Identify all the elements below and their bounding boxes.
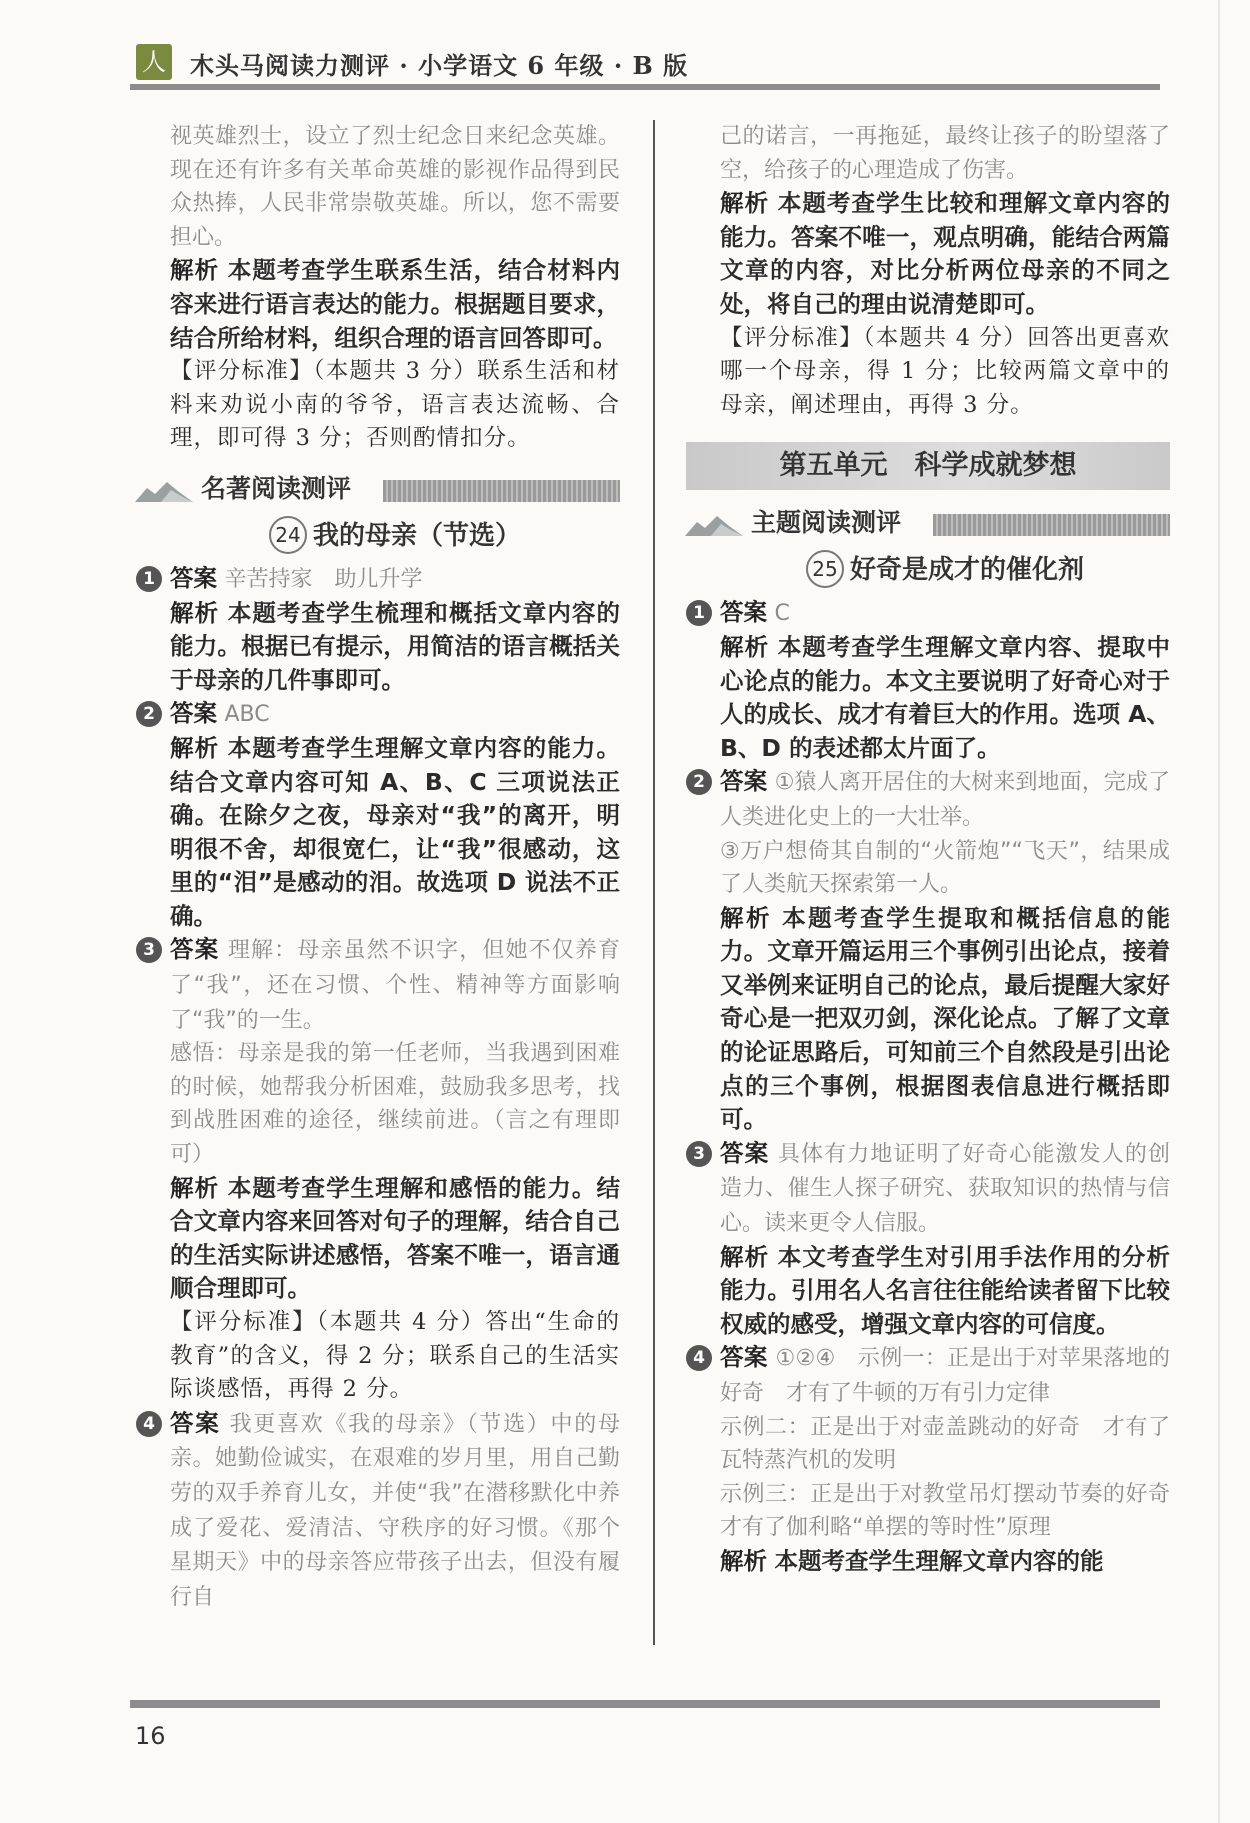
continued-answer: 己的诺言，一再拖延，最终让孩子的盼望落了空，给孩子的心理造成了伤害。 (720, 124, 1170, 183)
answer-label: 答案 (170, 1408, 221, 1437)
answer-label: 答案 (720, 598, 767, 627)
answer-label: 答案 (170, 935, 220, 964)
answer-text: 具体有力地证明了好奇心能激发人的创造力、催生人探子研究、获取知识的热情与信心。读来更令人信服。 (720, 1141, 1170, 1237)
analysis-label: 解析 (170, 733, 220, 762)
answer-text: C (774, 601, 790, 627)
scoring-standard: 【评分标准】（本题共 4 分）答出“生命的教育”的含义，得 2 分；联系自己的生活实际谈感悟，再得 2 分。 (170, 1309, 620, 1403)
analysis-label: 解析 (720, 632, 770, 661)
book-logo-icon: 人 (136, 44, 172, 80)
question-number: 4 (136, 1411, 162, 1437)
section-header-theme (685, 506, 1170, 540)
answer-label: 答案 (170, 699, 217, 728)
intro-scoring-standard: 【评分标准】（本题共 3 分）联系生活和材料来劝说小南的爷爷，语言表达流畅、合理，即可得 3 分；否则酌情扣分。 (170, 358, 620, 452)
question-number: 3 (686, 1141, 712, 1167)
mountain-icon (135, 480, 193, 502)
article-title-text: 好奇是成才的催化剂 (849, 555, 1084, 586)
intro-analysis: 本题考查学生联系生活，结合材料内容来进行语言表达的能力。根据题目要求，结合所给材料，组织合理的语言回答即可。 (170, 256, 620, 352)
analysis-text: 本题考查学生理解文章内容、提取中心论点的能力。本文主要说明了好奇心对于人的成长、成才有着巨大的作用。选项 A、B、D 的表述都太片面了。 (720, 632, 1170, 762)
answer-label: 答案 (720, 1138, 770, 1167)
article-title-25 (720, 550, 1170, 588)
column-divider (653, 120, 655, 1645)
article-number: 24 (269, 516, 307, 554)
question-number: 3 (136, 937, 162, 963)
page-header (130, 40, 1160, 90)
answer-text: ABC (224, 702, 270, 728)
section-header-classics (135, 472, 620, 506)
question-number: 4 (686, 1345, 712, 1371)
article-title-text: 我的母亲（节选） (312, 520, 521, 551)
section-bar (933, 514, 1170, 536)
article-number: 25 (806, 550, 844, 588)
question-4 (143, 1407, 620, 1615)
answer-text: ①②④ 示例一：正是出于对苹果落地的好奇 才有了牛顿的万有引力定律 (720, 1346, 1170, 1406)
analysis-label: 解析 (170, 1173, 220, 1202)
question-number: 1 (686, 600, 712, 626)
unit-banner: 第五单元 科学成就梦想 (686, 442, 1170, 490)
question-number: 2 (136, 701, 162, 727)
analysis-label: 解析 (170, 256, 220, 285)
analysis-label: 解析 (720, 1546, 767, 1575)
page-spine-shadow (1218, 0, 1220, 1823)
analysis-label: 解析 (720, 189, 770, 218)
question-number: 1 (136, 566, 162, 592)
answer-label: 答案 (720, 767, 768, 796)
section-bar (383, 480, 620, 502)
analysis-text: 本题考查学生比较和理解文章内容的能力。答案不唯一，观点明确，能结合两篇文章的内容，对比分析两位母亲的不同之处，将自己的理由说清楚即可。 (720, 189, 1170, 318)
answer-label: 答案 (170, 563, 217, 592)
question-number: 2 (686, 769, 712, 795)
scoring-standard: 【评分标准】（本题共 4 分）回答出更喜欢哪一个母亲，得 1 分；比较两篇文章中的母亲，阐述理由，再得 3 分。 (720, 324, 1170, 418)
question-2 (143, 697, 620, 933)
analysis-text: 本题考查学生理解文章内容的能力。结合文章内容可知 A、B、C 三项说法正确。在除夕之夜，母亲对“我”的离开，明明很不舍，却很宽仁，让“我”很感动，这里的“泪”是感动的泪。故选项 D 说法不正确。 (170, 733, 620, 930)
section-title: 名著阅读测评 (201, 473, 352, 503)
answer-text: 我更喜欢《我的母亲》（节选）中的母亲。她勤俭诚实，在艰难的岁月里，用自己勤劳的双手养育儿女，并使“我”在潜移默化中养成了爱花、爱清洁、守秩序的好习惯。《那个星期天》中的母亲答应带孩子出去，但没有履行自 (170, 1411, 620, 1610)
analysis-label: 解析 (170, 598, 220, 627)
analysis-label: 解析 (720, 903, 773, 932)
mountain-icon (685, 514, 743, 536)
analysis-text: 本文考查学生对引用手法作用的分析能力。引用名人名言往往能给读者留下比较权威的感受，增强文章内容的可信度。 (720, 1242, 1170, 1338)
right-column (693, 120, 1193, 1579)
left-column (143, 120, 620, 1614)
intro-continued-answer: 视英雄烈士，设立了烈士纪念日来纪念英雄。现在还有许多有关革命英雄的影视作品得到民众热捧，人民非常崇敬英雄。所以，您不需要担心。 (170, 124, 620, 250)
answer-text: 理解：母亲虽然不识字，但她不仅养育了“我”，还在习惯、个性、精神等方面影响了“我”的一生。 (170, 938, 620, 1033)
analysis-text: 本题考查学生梳理和概括文章内容的能力。根据已有提示，用简洁的语言概括关于母亲的几件事即可。 (170, 598, 620, 694)
page-number: 16 (135, 1722, 166, 1750)
answer-text-2: 感悟：母亲是我的第一任老师，当我遇到困难的时候，她帮我分析困难，鼓励我多思考，找到战胜困难的途径，继续前进。（言之有理即可） (170, 1041, 620, 1168)
analysis-text: 本题考查学生理解文章内容的能 (774, 1546, 1104, 1575)
question-2 (693, 765, 1171, 1137)
question-3 (693, 1137, 1170, 1342)
section-title: 主题阅读测评 (751, 508, 902, 538)
answer-text-2: 示例二：正是出于对壶盖跳动的好奇 才有了瓦特蒸汽机的发明 (720, 1414, 1170, 1474)
footer-rule (130, 1700, 1160, 1708)
answer-text-2: ③万户想倚其自制的“火箭炮”“飞天”，结果成了人类航天探索第一人。 (720, 838, 1170, 898)
analysis-text: 本题考查学生理解和感悟的能力。结合文章内容来回答对句子的理解，结合自己的生活实际讲述感悟，答案不唯一，语言通顺合理即可。 (170, 1173, 620, 1303)
analysis-label: 解析 (720, 1242, 770, 1271)
question-1 (693, 596, 1170, 765)
question-1 (143, 562, 620, 697)
header-title: 木头马阅读力测评 · 小学语文 6 年级 · B 版 (190, 51, 689, 80)
analysis-text: 本题考查学生提取和概括信息的能力。文章开篇运用三个事例引出论点，接着又举例来证明自己的论点，最后提醒大家好奇心是一把双刃剑，深化论点。了解了文章的论证思路后，可知前三个自然段是引出论点的三个事例，根据图表信息进行概括即可。 (720, 903, 1171, 1134)
answer-text: 辛苦持家 助儿升学 (224, 566, 423, 592)
question-3 (143, 933, 620, 1406)
answer-text: ①猿人离开居住的大树来到地面，完成了人类进化史上的一大壮举。 (720, 770, 1170, 830)
question-4 (693, 1341, 1193, 1578)
header-rule (130, 84, 1160, 90)
answer-text-3: 示例三：正是出于对教堂吊灯摆动节奏的好奇 才有了伽利略“单摆的等时性”原理 (720, 1481, 1193, 1541)
article-title-24 (170, 516, 620, 554)
answer-label: 答案 (720, 1343, 768, 1372)
